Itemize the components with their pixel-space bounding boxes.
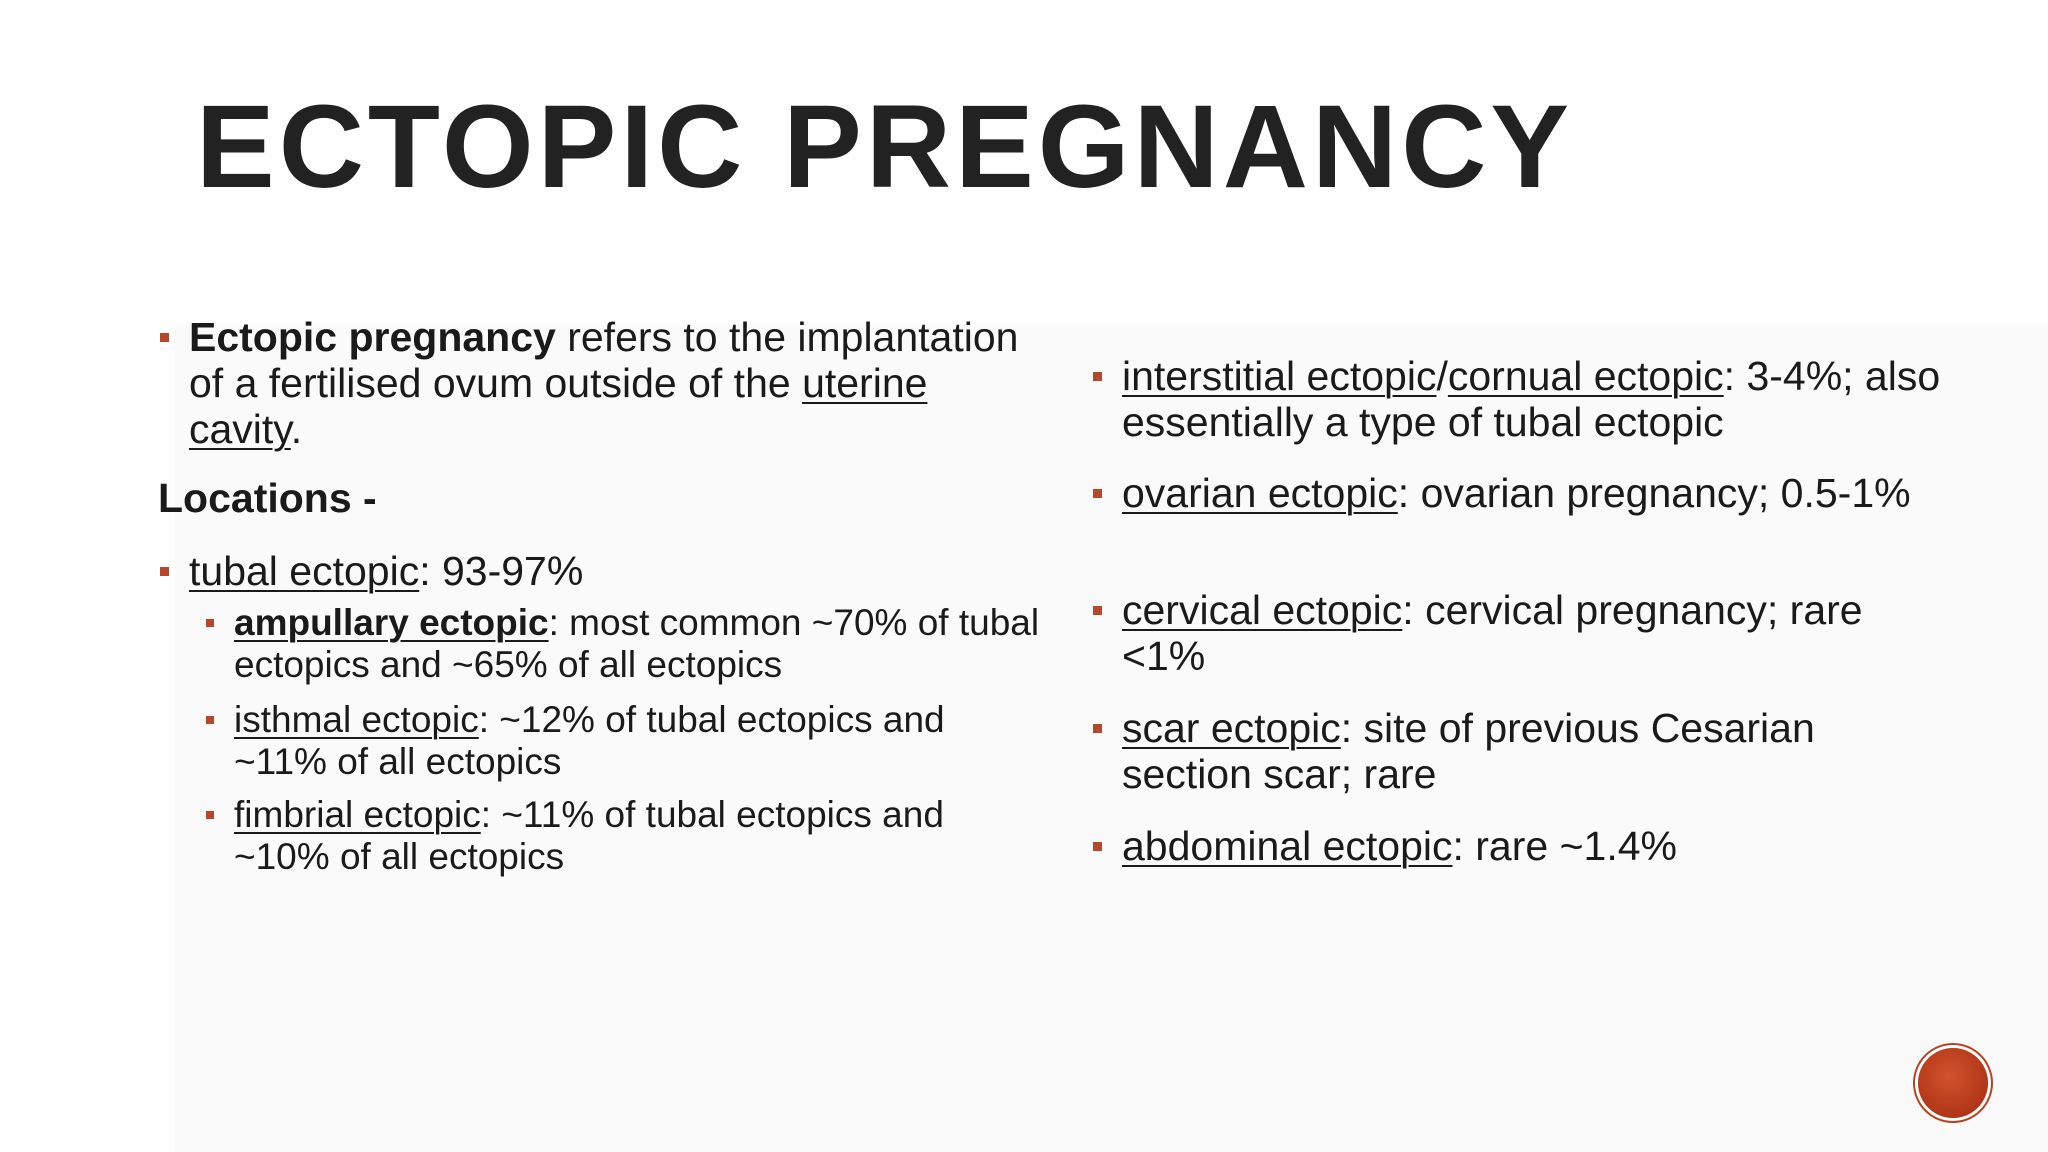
- interstitial-sep: /: [1436, 353, 1448, 399]
- abdominal-text: : rare ~1.4%: [1452, 823, 1677, 869]
- intro-text: refers to the implantation of a fertilised ovum outside of the: [189, 314, 1019, 406]
- locations-heading: Locations -: [158, 475, 377, 521]
- intro-text-end: .: [290, 406, 303, 452]
- scar-ectopic-link[interactable]: scar ectopic: [1122, 705, 1341, 751]
- isthmal-ectopic-link[interactable]: isthmal ectopic: [234, 699, 479, 740]
- tubal-ectopic-link[interactable]: tubal ectopic: [189, 548, 420, 594]
- scar-bullet: [1091, 705, 1952, 797]
- tubal-bullet: [158, 548, 1049, 594]
- fimbrial-ectopic-link[interactable]: fimbrial ectopic: [234, 794, 481, 835]
- interstitial-text: : 3-4%; also essentially a type of tubal ectopic: [1122, 353, 1941, 445]
- fimbrial-text: : ~11% of tubal ectopics and ~10% of all ectopics: [234, 794, 944, 877]
- intro-term: Ectopic pregnancy: [189, 314, 556, 360]
- tubal-text: : 93-97%: [419, 548, 584, 594]
- ampullary-bullet: [204, 602, 1044, 686]
- cornual-ectopic-link[interactable]: cornual ectopic: [1447, 353, 1724, 399]
- fimbrial-bullet: [204, 794, 1044, 878]
- ovarian-text: : ovarian pregnancy; 0.5-1%: [1397, 470, 1911, 516]
- isthmal-text: : ~12% of tubal ectopics and ~11% of all ectopics: [234, 699, 945, 782]
- interstitial-ectopic-link[interactable]: interstitial ectopic: [1122, 353, 1437, 399]
- isthmal-bullet: [204, 699, 1044, 783]
- page-title: ECTOPIC PREGNANCY: [196, 81, 1574, 213]
- intro-bullet: [158, 314, 1049, 452]
- uterine-cavity-link[interactable]: uterine cavity: [189, 360, 928, 452]
- cervical-ectopic-link[interactable]: cervical ectopic: [1122, 587, 1403, 633]
- red-circle-button-icon[interactable]: [1918, 1048, 1988, 1118]
- ovarian-ectopic-link[interactable]: ovarian ectopic: [1122, 470, 1398, 516]
- ampullary-text: : most common ~70% of tubal ectopics and ~65% of all ectopics: [234, 602, 1040, 685]
- cervical-bullet: [1091, 587, 1952, 679]
- ampullary-ectopic-link[interactable]: ampullary ectopic: [234, 602, 549, 643]
- interstitial-bullet: [1091, 353, 1962, 445]
- abdominal-ectopic-link[interactable]: abdominal ectopic: [1122, 823, 1453, 869]
- scar-text: : site of previous Cesarian section scar; rare: [1122, 705, 1815, 797]
- abdominal-bullet: [1091, 823, 1952, 869]
- ovarian-bullet: [1091, 470, 1952, 516]
- cervical-text: : cervical pregnancy; rare <1%: [1122, 587, 1863, 679]
